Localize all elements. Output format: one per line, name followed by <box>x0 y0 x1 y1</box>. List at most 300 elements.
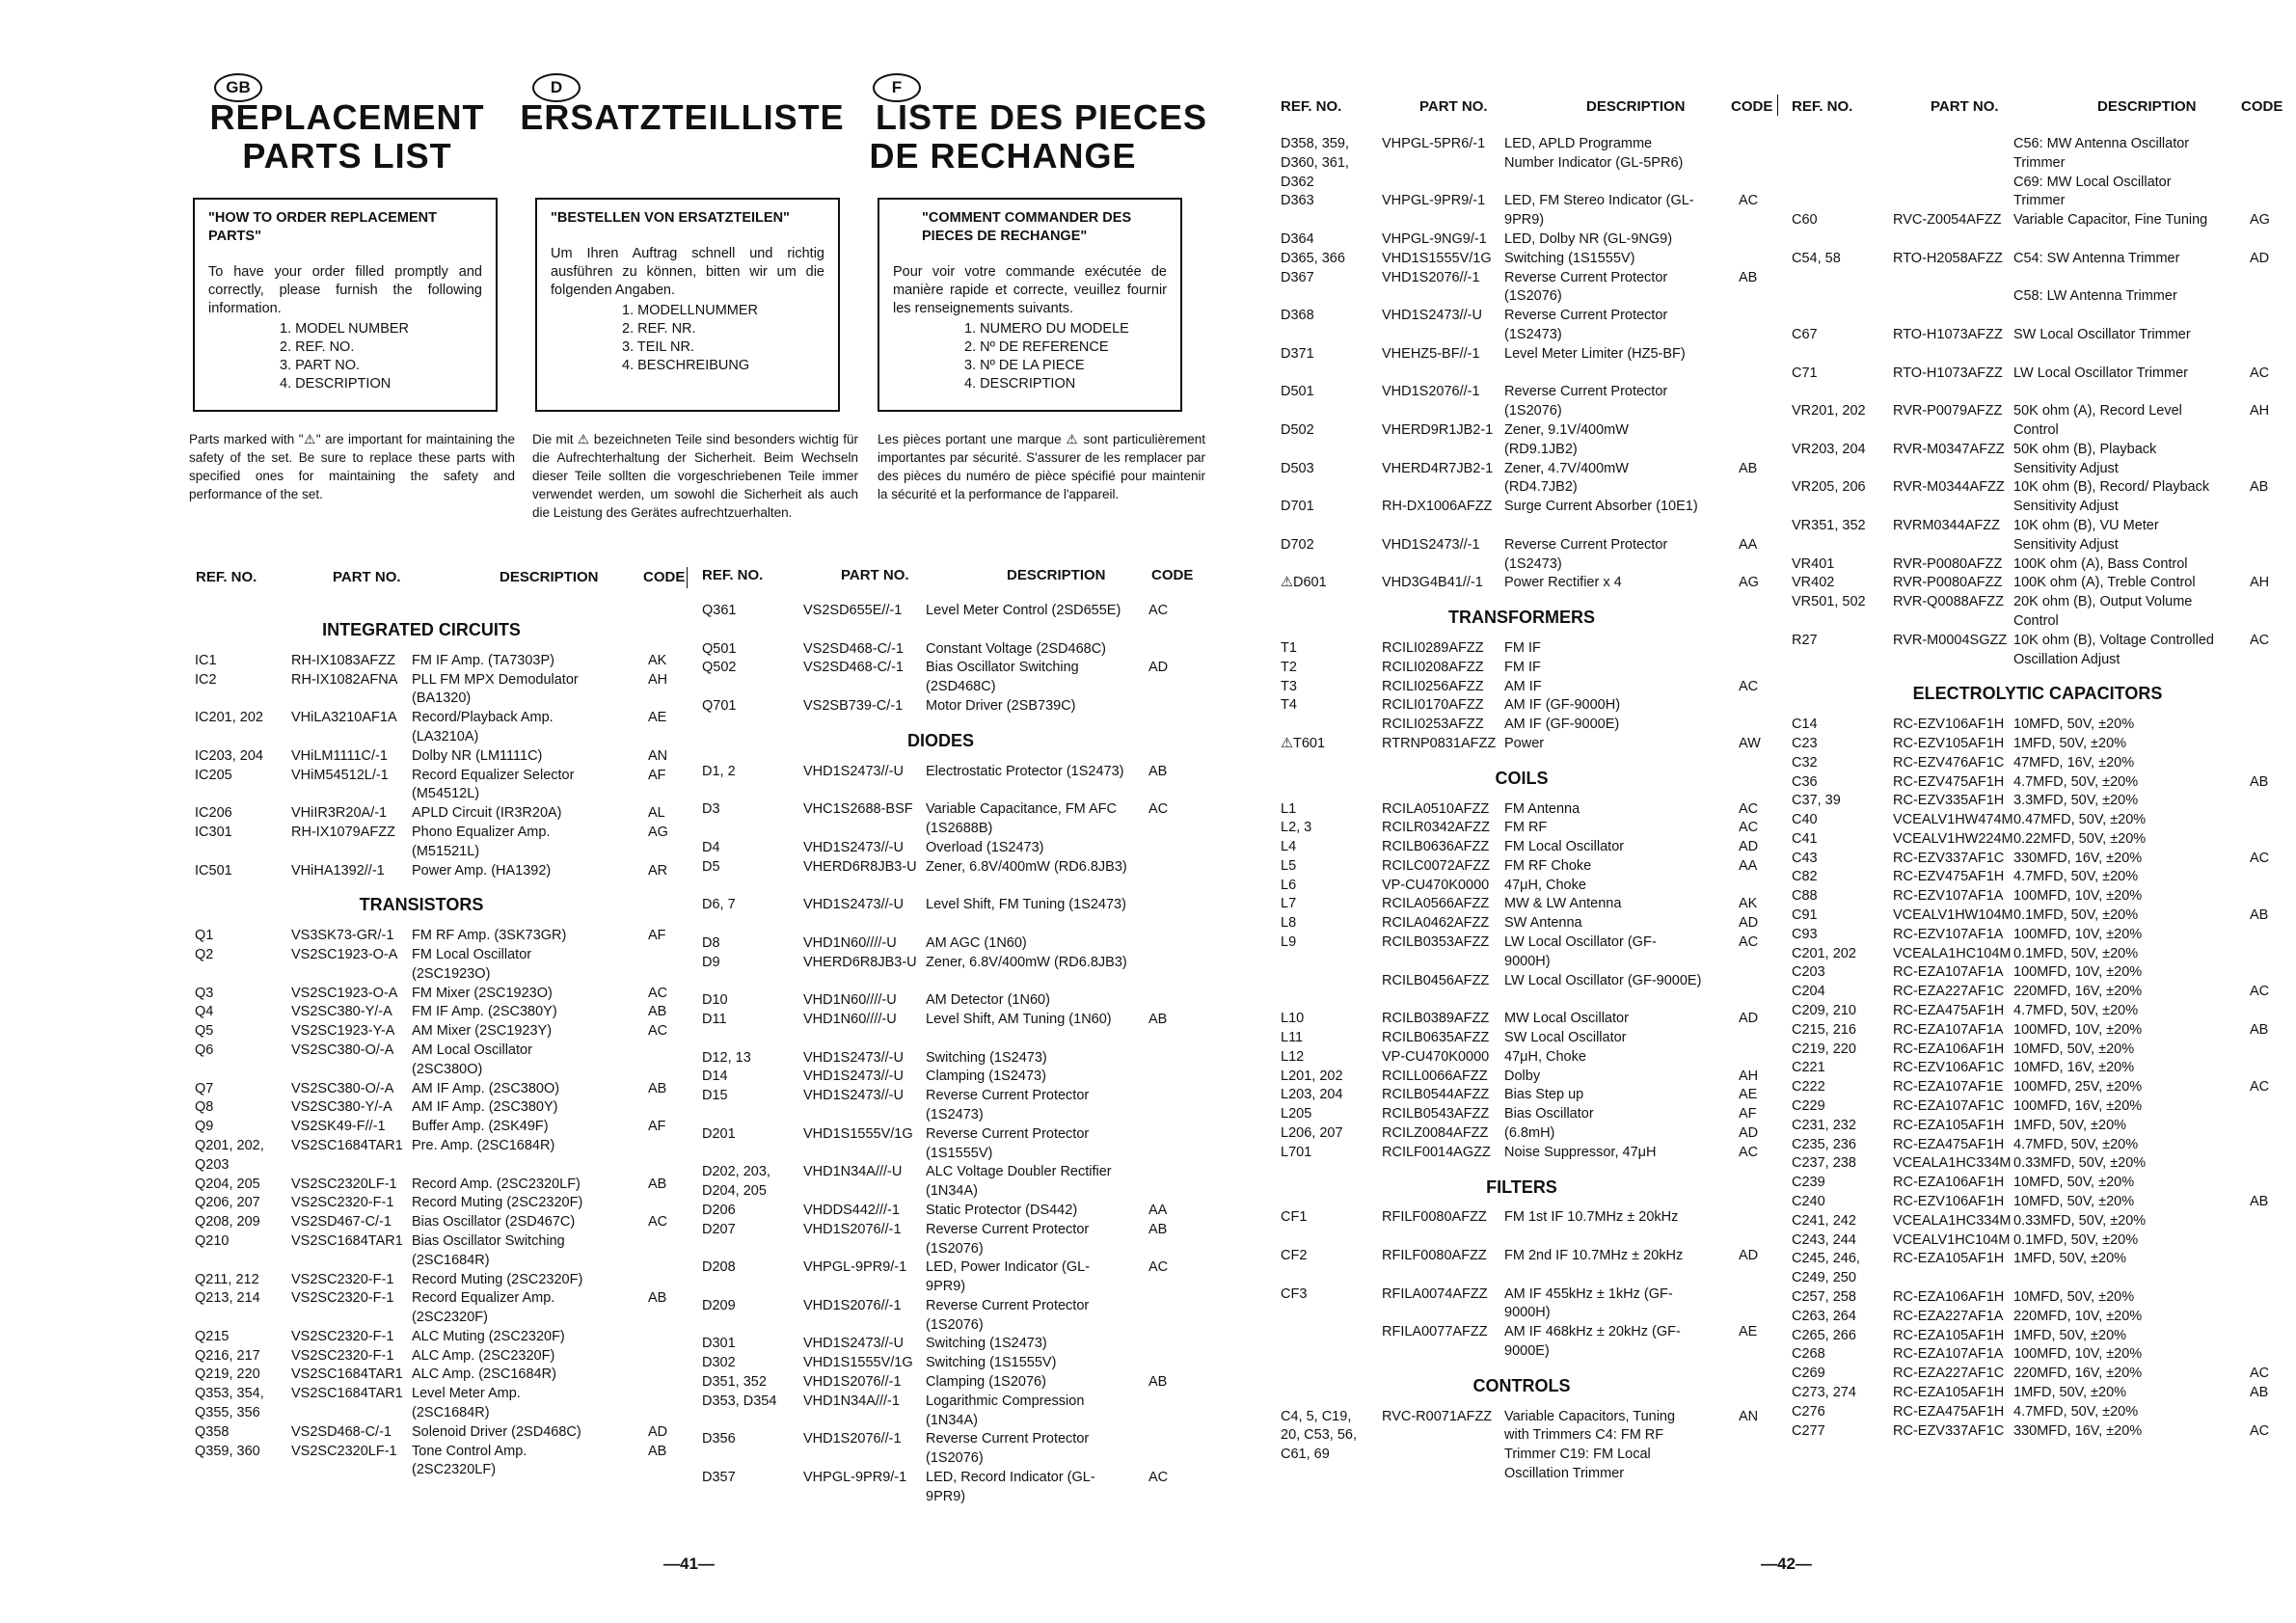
parts-table-right-a <box>1281 135 1763 1503</box>
part-no: RVC-Z0054AFZZ <box>1893 212 2002 229</box>
col-header-desc: DESCRIPTION <box>1586 98 1686 115</box>
table-row <box>195 804 665 824</box>
part-no: VCEALV1HW474M <box>1893 812 2013 828</box>
description: Pre. Amp. (2SC1684R) <box>412 1137 555 1153</box>
part-no: VP-CU470K0000 <box>1382 877 1490 893</box>
ref-no: D353, D354 <box>702 1393 777 1409</box>
ref-no: L203, 204 <box>1281 1087 1343 1103</box>
description: 1MFD, 50V, ±20% <box>2013 1385 2127 1400</box>
part-no: VHC1S2688-BSF <box>803 801 913 818</box>
part-no: VHD1S2473//-U <box>803 1336 904 1352</box>
table-row <box>1792 1097 2283 1117</box>
description: ALC Muting (2SC2320F) <box>412 1328 565 1344</box>
howto-text-f: Pour voir votre commande exécutée de manière rapide et correcte, veuillez fournir les renseignements suivants. <box>893 264 1167 316</box>
price-code: AB <box>2250 1021 2269 1038</box>
howto-item: 1. MODELLNUMMER <box>622 303 758 318</box>
price-code: AB <box>2250 907 2269 924</box>
ref-no: T3 <box>1281 678 1297 694</box>
description: Power <box>1504 735 1545 751</box>
description: ALC Amp. (2SC2320F) <box>412 1347 555 1364</box>
lang-badge-gb: GB <box>214 73 262 102</box>
ref-no: IC301 <box>195 824 232 840</box>
ref-no: IC203, 204 <box>195 747 263 764</box>
table-row <box>1281 877 1763 896</box>
part-no: RC-EZA105AF1H <box>1893 1385 2005 1400</box>
ref-no: D356 <box>702 1431 736 1447</box>
description: 100MFD, 10V, ±20% <box>2013 926 2143 942</box>
table-row <box>195 1328 648 1347</box>
table-row <box>1792 1403 2283 1422</box>
ref-no: C219, 220 <box>1792 1041 1856 1057</box>
ref-no: C71 <box>1792 365 1818 381</box>
part-no: VS2SC2320LF-1 <box>291 1176 397 1192</box>
part-no: RFILA0074AFZZ <box>1382 1285 1488 1302</box>
description: 3.3MFD, 50V, ±20% <box>2013 793 2139 809</box>
col-header-desc: DESCRIPTION <box>2097 98 2197 115</box>
price-code: AD <box>1739 915 1759 932</box>
ref-no: D12, 13 <box>702 1049 751 1066</box>
part-no: VS2SD468-C/-1 <box>803 660 904 676</box>
description: Reverse Current Protector (1S2473) <box>1504 308 1668 342</box>
description: 0.1MFD, 50V, ±20% <box>2013 945 2139 961</box>
table-row <box>702 1430 1179 1469</box>
description: Dolby NR (LM1111C) <box>412 747 543 764</box>
table-row <box>1281 678 1763 697</box>
section-heading: DIODES <box>906 730 974 750</box>
price-code: AE <box>648 710 667 726</box>
howto-item: 3. PART NO. <box>280 358 360 373</box>
ref-no: D201 <box>702 1125 736 1142</box>
table-row <box>1792 811 2283 830</box>
table-row <box>1792 1288 2283 1308</box>
description: FM 2nd IF 10.7MHz ± 20kHz <box>1504 1248 1684 1264</box>
ref-no: L6 <box>1281 877 1297 893</box>
table-row <box>1792 1365 2283 1384</box>
section-heading: CONTROLS <box>1472 1375 1571 1395</box>
table-row <box>1792 716 2283 735</box>
description: AM IF 455kHz ± 1kHz (GF-9000H) <box>1504 1285 1673 1321</box>
table-row <box>1792 1250 2283 1288</box>
part-no: VS3SK73-GR/-1 <box>291 928 394 944</box>
part-no: RC-EZA107AF1A <box>1893 964 2004 981</box>
description: Reverse Current Protector (1S2473) <box>926 1088 1090 1123</box>
price-code: AD <box>648 1423 668 1440</box>
ref-no: IC206 <box>195 805 232 822</box>
description: LED, FM Stereo Indicator (GL-9PR9) <box>1504 193 1694 229</box>
description: AM Local Oscillator (2SC380O) <box>412 1041 532 1077</box>
ref-no: C204 <box>1792 984 1825 1000</box>
howto-box-d <box>535 198 840 412</box>
ref-no: C88 <box>1792 888 1818 905</box>
howto-item: 4. DESCRIPTION <box>280 376 392 392</box>
price-code: AC <box>1739 820 1759 836</box>
col-header-code: CODE <box>1731 98 1773 115</box>
description: 1MFD, 50V, ±20% <box>2013 735 2127 751</box>
table-row <box>1281 800 1763 820</box>
table-row <box>1792 868 2283 887</box>
table-row <box>1792 287 2283 326</box>
price-code: AD <box>1739 1248 1759 1264</box>
ref-no: D9 <box>702 954 720 970</box>
part-no: RFILF0080AFZZ <box>1382 1209 1487 1226</box>
table-row <box>195 946 648 985</box>
price-code: AH <box>2250 403 2270 419</box>
table-row <box>1281 735 1763 754</box>
price-code: AB <box>1739 460 1758 476</box>
part-no: VHPGL-9NG9/-1 <box>1382 230 1487 247</box>
ref-no: D5 <box>702 858 720 875</box>
ref-no: D351, 352 <box>702 1374 767 1391</box>
price-code: AA <box>1148 1202 1168 1218</box>
description: Record/Playback Amp. (LA3210A) <box>412 710 554 744</box>
table-row <box>1281 639 1763 659</box>
price-code: AC <box>2250 1079 2270 1096</box>
table-row <box>1281 1029 1763 1048</box>
table-row <box>195 1194 648 1213</box>
description: ALC Amp. (2SC1684R) <box>412 1366 556 1383</box>
ref-no: D358, 359, D360, 361, D362 <box>1281 136 1349 190</box>
title-gb-line2: PARTS LIST <box>242 136 452 176</box>
part-no: RC-EZV337AF1C <box>1893 850 2005 866</box>
howto-title-gb: "HOW TO ORDER REPLACEMENT PARTS" <box>208 210 437 244</box>
description: 4.7MFD, 50V, ±20% <box>2013 1003 2139 1019</box>
description: Solenoid Driver (2SD468C) <box>412 1423 581 1440</box>
description: Level Meter Control (2SD655E) <box>926 603 1121 618</box>
part-no: RCILB0353AFZZ <box>1382 934 1490 951</box>
description: FM RF <box>1504 820 1548 836</box>
description: FM 1st IF 10.7MHz ± 20kHz <box>1504 1209 1679 1226</box>
description: MW Local Oscillator <box>1504 1011 1629 1027</box>
description: Overload (1S2473) <box>926 839 1044 855</box>
price-code: AC <box>1739 934 1759 951</box>
table-row <box>702 1469 1179 1507</box>
ref-no: Q359, 360 <box>195 1443 260 1459</box>
table-row <box>1281 250 1763 269</box>
table-row <box>1281 716 1763 735</box>
part-no: VHD1N34A///-U <box>803 1164 903 1180</box>
ref-no: C215, 216 <box>1792 1021 1856 1038</box>
table-row <box>1792 963 2283 983</box>
ref-no: C32 <box>1792 754 1818 771</box>
part-no: RC-EZV106AF1H <box>1893 717 2005 733</box>
safety-note-f: Les pièces portant une marque ⚠ sont particulièrement importantes par sécurité. S'assurer de les remplacer par des pièces du numéro de pièce spécifié pour maintenir la sécurité et la performance de l'appareil. <box>878 432 1205 501</box>
safety-note-d: Die mit ⚠ bezeichneten Teile sind besonders wichtig für die Aufrechterhaltung der Sicherheit. Beim Wechseln dieser Teile sollten die vorgeschriebenen Teile immer verwendet werden, um sowohl die Sicherheit als auch die Leistung des Gerätes aufrechtzuerhalten. <box>532 432 858 520</box>
ref-no: L10 <box>1281 1011 1305 1027</box>
part-no: VHEHZ5-BF//-1 <box>1382 345 1480 362</box>
table-row <box>702 800 1179 839</box>
part-no: VHD1S1555V/1G <box>1382 250 1492 266</box>
table-row <box>1792 1174 2283 1193</box>
ref-no: C239 <box>1792 1175 1825 1191</box>
ref-no: ⚠T601 <box>1281 735 1326 751</box>
ref-no: C43 <box>1792 850 1818 866</box>
table-row <box>1281 696 1763 716</box>
price-code: AK <box>648 652 667 668</box>
ref-no: C54, 58 <box>1792 250 1841 266</box>
ref-no: IC1 <box>195 652 217 668</box>
price-code: AH <box>648 671 668 688</box>
table-row <box>195 1366 648 1385</box>
description: 100K ohm (A), Bass Control <box>2013 555 2188 572</box>
description: Record Equalizer Selector (M54512L) <box>412 767 575 802</box>
part-no: VS2SC2320-F-1 <box>291 1347 394 1364</box>
ref-no: VR402 <box>1792 575 1835 591</box>
part-no: VS2SC1684TAR1 <box>291 1232 403 1249</box>
description: 0.33MFD, 50V, ±20% <box>2013 1212 2147 1229</box>
description: Bias Oscillator Switching (2SC1684R) <box>412 1232 565 1268</box>
price-code: AC <box>1148 603 1169 618</box>
table-row <box>702 763 1179 801</box>
table-row <box>702 659 1179 697</box>
table-row <box>195 1271 648 1290</box>
price-code: AC <box>1148 1259 1169 1276</box>
ref-no: D302 <box>702 1355 736 1371</box>
ref-no: C201, 202 <box>1792 945 1856 961</box>
ref-no: Q6 <box>195 1041 214 1058</box>
price-code: AR <box>648 862 668 879</box>
parts-table-right-b <box>1792 135 2283 1441</box>
section-heading: COILS <box>1495 768 1549 788</box>
table-row <box>702 1011 1179 1049</box>
table-row <box>1792 1154 2283 1174</box>
description: LW Local Oscillator (GF-9000H) <box>1504 934 1657 969</box>
table-row <box>702 1258 1179 1297</box>
ref-no: C241, 242 <box>1792 1212 1856 1229</box>
table-row <box>702 896 1179 934</box>
description: 47μH, Choke <box>1504 1048 1586 1065</box>
price-code: AB <box>2250 479 2269 496</box>
part-no: VHD1S1555V/1G <box>803 1355 913 1371</box>
price-code: AA <box>1739 857 1758 874</box>
table-row <box>1792 1422 2283 1442</box>
howto-title-d: "BESTELLEN VON ERSATZTEILEN" <box>551 210 790 226</box>
price-code: AC <box>1148 1470 1169 1486</box>
part-no: VS2SC380-O/-A <box>291 1041 394 1058</box>
table-row <box>1281 574 1763 593</box>
description: Reverse Current Protector (1S2076) <box>926 1221 1090 1257</box>
price-code: AE <box>1739 1324 1758 1340</box>
ref-no: D1, 2 <box>702 763 736 779</box>
description: Bias Oscillator <box>1504 1106 1594 1123</box>
part-no: VHD3G4B41//-1 <box>1382 575 1483 591</box>
col-header-ref: REF. NO. <box>702 567 764 583</box>
ref-no: L4 <box>1281 839 1297 855</box>
description: C56: MW Antenna Oscillator Trimmer <box>2013 136 2190 171</box>
price-code: AB <box>648 1176 667 1192</box>
ref-no: L701 <box>1281 1144 1312 1160</box>
description: Bias Oscillator Switching (2SD468C) <box>926 660 1079 695</box>
part-no: RCILI0170AFZZ <box>1382 697 1484 714</box>
description: 0.22MFD, 50V, ±20% <box>2013 830 2147 847</box>
col-header-part: PART NO. <box>841 567 909 583</box>
table-row <box>1792 250 2283 288</box>
description: (6.8mH) <box>1504 1125 1555 1142</box>
description: Level Meter Amp. (2SC1684R) <box>412 1386 521 1421</box>
ref-no: C245, 246, C249, 250 <box>1792 1251 1860 1286</box>
ref-no: D357 <box>702 1470 736 1486</box>
part-no: VHPGL-5PR6/-1 <box>1382 136 1486 151</box>
ref-no: C93 <box>1792 926 1818 942</box>
part-no: RC-EZV475AF1H <box>1893 869 2005 885</box>
part-no: RC-EZA106AF1H <box>1893 1041 2005 1057</box>
ref-no: D364 <box>1281 230 1314 247</box>
ref-no: Q204, 205 <box>195 1176 260 1192</box>
part-no: RCILL0066AFZZ <box>1382 1068 1488 1084</box>
table-row <box>702 839 1179 858</box>
table-row <box>1281 1010 1763 1029</box>
table-row <box>1281 460 1763 499</box>
part-no: VP-CU470K0000 <box>1382 1048 1490 1065</box>
price-code: AD <box>1739 1011 1759 1027</box>
part-no: VS2SC2320-F-1 <box>291 1195 394 1211</box>
ref-no: Q8 <box>195 1099 214 1116</box>
table-row <box>1792 441 2283 479</box>
price-code: AD <box>1148 660 1169 676</box>
price-code: AC <box>2250 984 2270 1000</box>
ref-no: Q502 <box>702 660 737 676</box>
lang-badge-d: D <box>532 73 581 102</box>
description: FM IF Amp. (2SC380Y) <box>412 1004 557 1020</box>
table-row <box>702 1221 1179 1259</box>
table-row <box>1792 830 2283 850</box>
description: 50K ohm (B), Playback Sensitivity Adjust <box>2013 441 2157 476</box>
table-row <box>1792 1059 2283 1078</box>
ref-no: IC201, 202 <box>195 710 263 726</box>
price-code: AC <box>2250 1422 2270 1439</box>
howto-list-d <box>551 302 824 375</box>
howto-item: 1. MODEL NUMBER <box>280 321 410 337</box>
col-header-ref: REF. NO. <box>1792 98 1853 115</box>
description: PLL FM MPX Demodulator (BA1320) <box>412 671 579 707</box>
col-header-desc: DESCRIPTION <box>1007 567 1106 583</box>
ref-no: L2, 3 <box>1281 820 1312 836</box>
ref-no: Q213, 214 <box>195 1290 260 1307</box>
table-row <box>1792 174 2283 212</box>
part-no: VCEALA1HC334M <box>1893 1155 2012 1172</box>
description: 220MFD, 16V, ±20% <box>2013 1366 2143 1382</box>
ref-no: C23 <box>1792 735 1818 751</box>
part-no: RCILR0342AFZZ <box>1382 820 1491 836</box>
part-no: VHD1S2473//-U <box>1382 308 1482 324</box>
part-no: VS2SD655E//-1 <box>803 603 903 618</box>
part-no: RC-EZV106AF1C <box>1893 1060 2005 1076</box>
table-row <box>195 862 668 881</box>
table-row <box>1792 906 2283 926</box>
part-no: VHDDS442///-1 <box>803 1202 900 1218</box>
part-no: VS2SC380-O/-A <box>291 1080 394 1096</box>
table-row <box>1281 345 1763 384</box>
table-row <box>195 671 668 710</box>
description: Reverse Current Protector (1S2076) <box>1504 269 1668 305</box>
part-no: VS2SC1684TAR1 <box>291 1137 403 1153</box>
part-no: VS2SC2320-F-1 <box>291 1328 394 1344</box>
description: LED, Dolby NR (GL-9NG9) <box>1504 230 1673 247</box>
part-no: VCEALV1HW104M <box>1893 907 2013 924</box>
table-row <box>702 858 1179 897</box>
price-code: AB <box>648 1443 667 1459</box>
howto-item: 3. Nº DE LA PIECE <box>964 358 1085 373</box>
part-no: RCILA0462AFZZ <box>1382 915 1490 932</box>
table-row <box>1792 983 2283 1002</box>
ref-no: C222 <box>1792 1079 1825 1096</box>
price-code: AB <box>1148 1374 1168 1391</box>
table-row <box>1281 1086 1763 1105</box>
description: LED, Record Indicator (GL-9PR9) <box>926 1470 1095 1504</box>
ref-no: D371 <box>1281 345 1314 362</box>
ref-no: D8 <box>702 934 720 951</box>
table-row <box>195 709 667 747</box>
ref-no: C209, 210 <box>1792 1003 1856 1019</box>
ref-no: D365, 366 <box>1281 250 1345 266</box>
ref-no: VR401 <box>1792 555 1835 572</box>
ref-no: ⚠D601 <box>1281 575 1327 591</box>
ref-no: R27 <box>1792 632 1818 648</box>
ref-no: Q208, 209 <box>195 1214 260 1231</box>
howto-item: 4. BESCHREIBUNG <box>622 358 750 373</box>
description: Electrostatic Protector (1S2473) <box>926 763 1124 779</box>
part-no: VCEALV1HW224M <box>1893 830 2013 847</box>
table-row <box>1281 1285 1763 1324</box>
table-row <box>1281 383 1763 421</box>
part-no: RC-EZA475AF1H <box>1893 1136 2005 1152</box>
ref-no: Q201, 202, Q203 <box>195 1137 264 1173</box>
description: 100MFD, 10V, ±20% <box>2013 888 2143 905</box>
ref-no: C268 <box>1792 1346 1825 1363</box>
part-no: RCILZ0084AFZZ <box>1382 1125 1489 1142</box>
ref-no: D3 <box>702 801 720 818</box>
part-no: VHPGL-9PR9/-1 <box>1382 193 1486 209</box>
description: 10MFD, 50V, ±20% <box>2013 1289 2135 1306</box>
description: Static Protector (DS442) <box>926 1202 1078 1218</box>
price-code: AW <box>1739 735 1761 751</box>
column-divider <box>687 567 688 588</box>
price-code: AC <box>1148 801 1169 818</box>
table-row <box>702 1354 1179 1373</box>
table-row <box>1792 850 2283 869</box>
ref-no: D209 <box>702 1297 736 1313</box>
description: AM Detector (1N60) <box>926 992 1050 1009</box>
ref-no: VR201, 202 <box>1792 403 1866 419</box>
part-no: RC-EZV105AF1H <box>1893 735 2005 751</box>
table-row <box>1281 1247 1763 1285</box>
description: Zener, 6.8V/400mW (RD6.8JB3) <box>926 954 1127 970</box>
part-no: RVR-Q0088AFZZ <box>1893 594 2004 610</box>
description: Reverse Current Protector (1S2076) <box>926 1431 1090 1467</box>
ref-no: D367 <box>1281 269 1314 285</box>
table-row <box>1792 211 2283 250</box>
ref-no: T4 <box>1281 697 1297 714</box>
page-number-left: —41— <box>663 1555 715 1573</box>
table-row <box>1792 1041 2283 1060</box>
price-code: AA <box>1739 536 1758 553</box>
part-no: VHiLA3210AF1A <box>291 710 397 726</box>
description: SW Local Oscillator <box>1504 1030 1627 1046</box>
ref-no: Q358 <box>195 1423 230 1440</box>
description: 20K ohm (B), Output Volume Control <box>2013 594 2193 629</box>
ref-no: VR351, 352 <box>1792 517 1866 533</box>
description: 1MFD, 50V, ±20% <box>2013 1251 2127 1267</box>
description: 100MFD, 16V, ±20% <box>2013 1098 2143 1115</box>
ref-no: L8 <box>1281 915 1297 932</box>
description: Reverse Current Protector (1S1555V) <box>926 1125 1090 1161</box>
table-row <box>195 1137 648 1176</box>
description: FM Mixer (2SC1923O) <box>412 985 553 1001</box>
description: Switching (1S2473) <box>926 1336 1047 1352</box>
table-row <box>1792 574 2283 593</box>
part-no: RC-EZV335AF1H <box>1893 793 2005 809</box>
price-code: AC <box>648 985 668 1001</box>
table-row <box>195 1443 667 1481</box>
